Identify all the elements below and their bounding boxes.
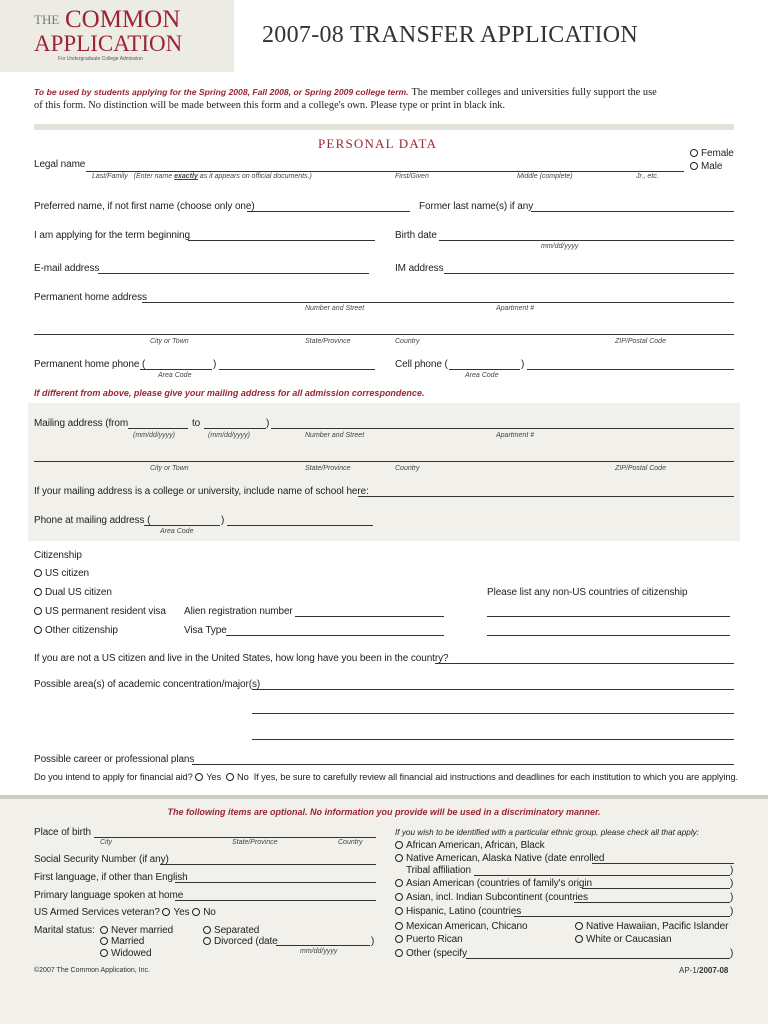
preferred-name-label: Preferred name, if not first name (choose only one) xyxy=(34,201,255,212)
ssn-field[interactable] xyxy=(160,864,376,865)
intro-red-text: To be used by students applying for the Spring 2008, Fall 2008, or Spring 2009 college term. xyxy=(34,87,409,97)
sub-divorced-date: mm/dd/yyyy xyxy=(300,948,338,955)
asian-american-field[interactable] xyxy=(582,888,730,889)
asian-american-radio-icon[interactable] xyxy=(395,879,403,887)
non-us-countries-label: Please list any non-US countries of citizenship xyxy=(487,587,688,598)
sub-mailing-city: City or Town xyxy=(150,465,189,472)
page-title: 2007-08 TRANSFER APPLICATION xyxy=(262,22,639,48)
married-radio-icon[interactable] xyxy=(100,937,108,945)
perm-phone-field[interactable] xyxy=(219,369,375,370)
mexican-label: Mexican American, Chicano xyxy=(406,921,528,932)
sub-first-given: First/Given xyxy=(395,173,429,180)
never-married-option[interactable] xyxy=(100,925,173,936)
perm-resident-radio-icon[interactable] xyxy=(34,607,42,615)
hawaiian-radio-icon[interactable] xyxy=(575,922,583,930)
mexican-radio-icon[interactable] xyxy=(395,922,403,930)
mailing-address-label: Mailing address (from xyxy=(34,418,129,429)
term-label: I am applying for the term beginning xyxy=(34,230,190,241)
sub-city: City or Town xyxy=(150,338,189,345)
alien-number-field[interactable] xyxy=(295,616,444,617)
veteran-no-radio-icon[interactable] xyxy=(192,908,200,916)
sub-mailing-street: Number and Street xyxy=(305,432,365,439)
mexican-option[interactable] xyxy=(395,921,527,932)
white-option[interactable] xyxy=(575,934,671,945)
sub-from-date: (mm/dd/yyyy) xyxy=(133,432,175,439)
birth-date-label: Birth date xyxy=(395,230,437,241)
tribal-label: Tribal affiliation xyxy=(406,865,471,876)
non-us-country-field-2[interactable] xyxy=(487,635,730,636)
other-ethnic-radio-icon[interactable] xyxy=(395,949,403,957)
birth-date-format: mm/dd/yyyy xyxy=(541,243,579,250)
veteran-row xyxy=(34,907,216,918)
section-title: PERSONAL DATA xyxy=(318,136,438,151)
separated-label: Separated xyxy=(214,925,260,936)
separated-option[interactable] xyxy=(203,925,259,936)
marital-label: Marital status: xyxy=(34,925,95,936)
perm-phone-label: Permanent home phone ( xyxy=(34,359,146,370)
cell-phone-label: Cell phone ( xyxy=(395,359,448,370)
sub-birth-state: State/Province xyxy=(232,839,278,846)
divorced-date-field[interactable] xyxy=(276,945,370,946)
sub-mailing-country: Country xyxy=(395,465,420,472)
us-citizen-radio-icon[interactable] xyxy=(34,569,42,577)
logo-the: THE xyxy=(34,12,60,27)
aid-no-radio-icon[interactable] xyxy=(226,773,234,781)
african-label: African American, African, Black xyxy=(406,840,545,851)
how-long-label: If you are not a US citizen and live in the United States, how long have you been in the country? xyxy=(34,653,449,664)
sub-middle: Middle (complete) xyxy=(517,173,573,180)
financial-aid-row xyxy=(34,772,738,782)
us-citizen-option[interactable] xyxy=(34,568,89,579)
asian-indian-option[interactable] xyxy=(395,892,588,903)
optional-note: The following items are optional. No information you provide will be used in a discriminatory manner. xyxy=(167,807,601,817)
puerto-radio-icon[interactable] xyxy=(395,935,403,943)
female-option[interactable] xyxy=(690,148,734,159)
african-option[interactable] xyxy=(395,840,545,851)
cell-phone-field[interactable] xyxy=(527,369,734,370)
puerto-option[interactable] xyxy=(395,934,463,945)
career-label: Possible career or professional plans xyxy=(34,754,195,765)
sub-street: Number and Street xyxy=(305,305,365,312)
dual-citizen-label: Dual US citizen xyxy=(45,587,112,598)
logo-common: COMMON xyxy=(65,6,181,33)
white-label: White or Caucasian xyxy=(586,934,672,945)
legal-name-label: Legal name xyxy=(34,159,86,170)
page-number: AP-1/2007-08 xyxy=(679,966,729,975)
term-field[interactable] xyxy=(188,240,375,241)
im-label: IM address xyxy=(395,263,444,274)
former-last-label: Former last name(s) if any xyxy=(419,201,534,212)
intro-text-1: The member colleges and universities fully support the use xyxy=(411,87,657,98)
hispanic-label: Hispanic, Latino (countries xyxy=(406,906,522,917)
other-ethnic-field[interactable] xyxy=(466,958,730,959)
perm-resident-label: US permanent resident visa xyxy=(45,606,166,617)
perm-phone-paren: ) xyxy=(213,359,217,370)
aid-no-label: No xyxy=(237,772,249,782)
native-option[interactable] xyxy=(395,853,604,864)
citizenship-label: Citizenship xyxy=(34,550,82,561)
majors-field-2[interactable] xyxy=(252,713,734,714)
cell-phone-paren: ) xyxy=(521,359,525,370)
african-radio-icon[interactable] xyxy=(395,841,403,849)
mailing-to-field[interactable] xyxy=(204,428,266,429)
other-citizenship-radio-icon[interactable] xyxy=(34,626,42,634)
sub-to-date: (mm/dd/yyyy) xyxy=(208,432,250,439)
non-us-country-field-1[interactable] xyxy=(487,616,730,617)
college-name-label: If your mailing address is a college or university, include name of school here: xyxy=(34,486,369,497)
sub-mailing-zip: ZIP/Postal Code xyxy=(615,465,666,472)
white-radio-icon[interactable] xyxy=(575,935,583,943)
sub-state: State/Province xyxy=(305,338,351,345)
male-radio-icon[interactable] xyxy=(690,162,698,170)
male-option[interactable] xyxy=(690,161,722,172)
divorced-radio-icon[interactable] xyxy=(203,937,211,945)
first-language-field[interactable] xyxy=(175,882,376,883)
perm-address-line2[interactable] xyxy=(34,334,734,335)
mailing-from-field[interactable] xyxy=(128,428,188,429)
dual-citizen-option[interactable] xyxy=(34,587,112,598)
us-citizen-label: US citizen xyxy=(45,568,90,579)
asian-american-option[interactable] xyxy=(395,878,592,889)
divorced-label: Divorced (date xyxy=(214,936,278,947)
legal-name-field[interactable] xyxy=(86,171,684,172)
female-radio-icon[interactable] xyxy=(690,149,698,157)
hawaiian-option[interactable] xyxy=(575,921,728,932)
sub-birth-country: Country xyxy=(338,839,363,846)
perm-resident-option[interactable] xyxy=(34,606,166,617)
tribal-paren: ) xyxy=(730,865,734,876)
sub-cell-area-code: Area Code xyxy=(465,372,499,379)
other-ethnic-label: Other (specify xyxy=(406,948,467,959)
alien-number-label: Alien registration number xyxy=(184,606,293,617)
asian-indian-radio-icon[interactable] xyxy=(395,893,403,901)
logo-application: APPLICATION xyxy=(34,31,183,56)
visa-type-label: Visa Type xyxy=(184,625,227,636)
first-language-label: First language, if other than English xyxy=(34,872,188,883)
other-citizenship-option[interactable] xyxy=(34,625,118,636)
perm-address-label: Permanent home address xyxy=(34,292,147,303)
mailing-to-label: to xyxy=(192,418,201,429)
female-label: Female xyxy=(701,148,734,159)
other-ethnic-option[interactable] xyxy=(395,948,467,959)
sub-zip: ZIP/Postal Code xyxy=(615,338,666,345)
hispanic-radio-icon[interactable] xyxy=(395,907,403,915)
tribal-field[interactable] xyxy=(474,875,730,876)
asian-american-label: Asian American (countries of family's origin xyxy=(406,878,592,889)
ssn-label: Social Security Number (if any) xyxy=(34,854,169,865)
hispanic-option[interactable] xyxy=(395,906,521,917)
separated-radio-icon[interactable] xyxy=(203,926,211,934)
logo-panel xyxy=(0,0,234,72)
mailing-address-line2[interactable] xyxy=(34,461,734,462)
email-field[interactable] xyxy=(98,273,369,274)
asian-indian-label: Asian, incl. Indian Subcontinent (countries xyxy=(406,892,588,903)
primary-language-label: Primary language spoken at home xyxy=(34,890,184,901)
dual-citizen-radio-icon[interactable] xyxy=(34,588,42,596)
aid-yes-radio-icon[interactable] xyxy=(195,773,203,781)
former-last-field[interactable] xyxy=(531,211,734,212)
intro-text xyxy=(34,86,734,112)
sub-country: Country xyxy=(395,338,420,345)
sub-area-code: Area Code xyxy=(158,372,192,379)
hispanic-field[interactable] xyxy=(514,916,730,917)
never-married-label: Never married xyxy=(111,925,174,936)
male-label: Male xyxy=(701,161,723,172)
hispanic-paren: ) xyxy=(730,906,734,917)
cell-area-field[interactable] xyxy=(449,369,520,370)
copyright: ©2007 The Common Application, Inc. xyxy=(34,967,150,974)
mailing-phone-paren: ) xyxy=(221,515,225,526)
mailing-note: If different from above, please give your mailing address for all admission correspondence. xyxy=(34,388,425,398)
widowed-radio-icon[interactable] xyxy=(100,949,108,957)
native-date-field[interactable] xyxy=(592,863,734,864)
divider-bar xyxy=(34,124,734,130)
sub-jr: Jr., etc. xyxy=(636,173,659,180)
puerto-label: Puerto Rican xyxy=(406,934,463,945)
mailing-street-field[interactable] xyxy=(271,428,734,429)
birth-date-field[interactable] xyxy=(439,240,734,241)
sub-last-family: Last/Family (Enter name exactly as it appears on official documents.) xyxy=(92,173,312,180)
veteran-yes-radio-icon[interactable] xyxy=(162,908,170,916)
majors-label: Possible area(s) of academic concentration/major(s) xyxy=(34,679,261,690)
asian-american-paren: ) xyxy=(730,878,734,889)
widowed-option[interactable] xyxy=(100,948,151,959)
birth-place-label: Place of birth xyxy=(34,827,91,838)
mailing-paren: ) xyxy=(266,418,270,429)
majors-field-3[interactable] xyxy=(252,739,734,740)
asian-indian-field[interactable] xyxy=(574,902,730,903)
mailing-phone-field[interactable] xyxy=(227,525,373,526)
logo-tagline: For Undergraduate College Admission xyxy=(58,56,143,62)
divorced-paren: ) xyxy=(371,936,375,947)
ethnic-intro: If you wish to be identified with a particular ethnic group, please check all that apply: xyxy=(395,828,700,837)
other-citizenship-label: Other citizenship xyxy=(45,625,118,636)
sub-mailing-state: State/Province xyxy=(305,465,351,472)
majors-field-1[interactable] xyxy=(252,689,734,690)
aid-yes-label: Yes xyxy=(206,772,222,782)
hawaiian-label: Native Hawaiian, Pacific Islander xyxy=(586,921,729,932)
asian-indian-paren: ) xyxy=(730,892,734,903)
widowed-label: Widowed xyxy=(111,948,152,959)
email-label: E-mail address xyxy=(34,263,100,274)
married-label: Married xyxy=(111,936,145,947)
college-name-field[interactable] xyxy=(358,496,734,497)
never-married-radio-icon[interactable] xyxy=(100,926,108,934)
preferred-name-field[interactable] xyxy=(247,211,410,212)
other-ethnic-paren: ) xyxy=(730,948,734,959)
veteran-yes-label: Yes xyxy=(173,907,190,918)
native-label: Native American, Alaska Native (date enrolled xyxy=(406,853,605,864)
how-long-field[interactable] xyxy=(435,663,734,664)
financial-aid-label: Do you intend to apply for financial aid? xyxy=(34,772,193,782)
sub-mailing-apartment: Apartment # xyxy=(496,432,535,439)
birth-place-field[interactable] xyxy=(94,837,376,838)
veteran-no-label: No xyxy=(203,907,216,918)
visa-type-field[interactable] xyxy=(226,635,444,636)
primary-language-field[interactable] xyxy=(175,900,376,901)
native-radio-icon[interactable] xyxy=(395,854,403,862)
sub-mailing-area-code: Area Code xyxy=(160,528,194,535)
sub-apartment: Apartment # xyxy=(496,305,535,312)
perm-address-field[interactable] xyxy=(142,302,734,303)
married-option[interactable] xyxy=(100,936,144,947)
mailing-phone-area-field[interactable] xyxy=(144,525,220,526)
aid-note: If yes, be sure to carefully review all financial aid instructions and deadlines for each institution to which you are applying. xyxy=(253,772,739,782)
sub-birth-city: City xyxy=(100,839,113,846)
divorced-option[interactable] xyxy=(203,936,278,947)
veteran-label: US Armed Services veteran? xyxy=(34,907,160,918)
career-field[interactable] xyxy=(192,764,734,765)
optional-divider xyxy=(0,795,768,799)
intro-text-2: of this form. No distinction will be made between this form and a college's own. Please type or print in black ink. xyxy=(34,100,506,111)
mailing-phone-label: Phone at mailing address ( xyxy=(34,515,151,526)
perm-phone-area-field[interactable] xyxy=(140,369,212,370)
im-field[interactable] xyxy=(444,273,734,274)
